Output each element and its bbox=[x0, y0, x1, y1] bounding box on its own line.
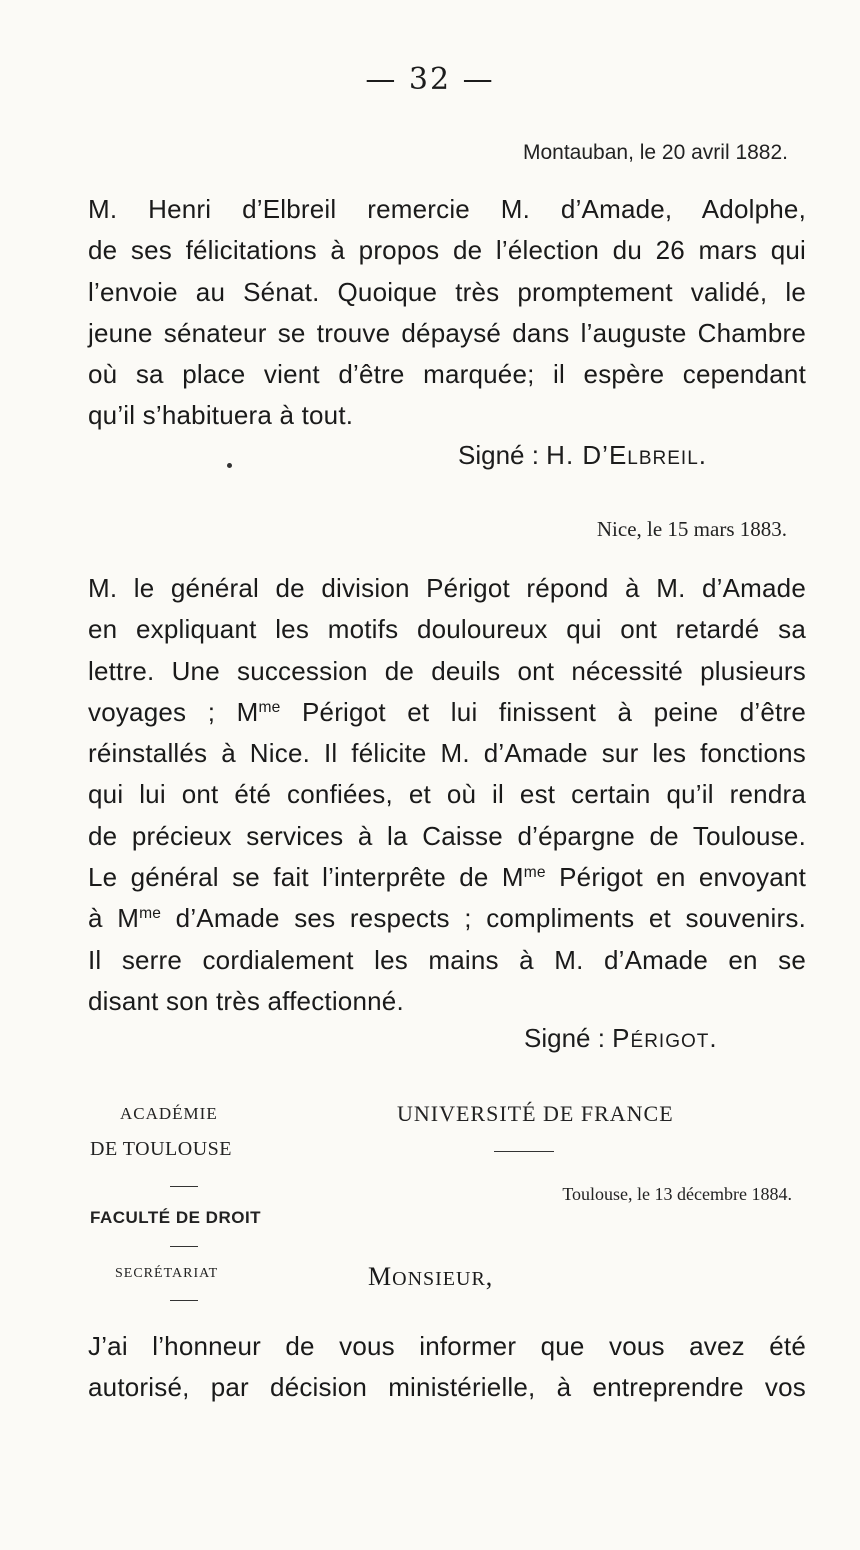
body-line: de ses félicitations à propos de l’élection du 26 mars qui bbox=[88, 235, 806, 266]
letter-1-dateline: Montauban, le 20 avril 1882. bbox=[522, 141, 788, 164]
body-line: réinstallés à Nice. Il félicite M. d’Amade sur les fonctions bbox=[88, 738, 806, 769]
body-line: J’ai l’honneur de vous informer que vous avez été bbox=[88, 1331, 806, 1361]
body-line: M. le général de division Périgot répond à M. d’Amade bbox=[88, 573, 806, 603]
body-line: à $M^{me}$ d’Amade ses respects ; compliments et souvenirs. bbox=[88, 903, 806, 934]
body-line: l’envoie au Sénat. Quoique très promptement validé, le bbox=[88, 276, 806, 307]
body-line: où sa place vient d’être marquée; il espère cependant bbox=[88, 359, 806, 390]
superscript-abbrev: me bbox=[139, 905, 162, 923]
signature-suffix: . bbox=[709, 1023, 717, 1053]
signature-name bbox=[546, 440, 699, 470]
signature-initial: H. D’E bbox=[546, 440, 628, 470]
body-line: Le général se fait l’interprête de $M^{me}$ Périgot en envoyant bbox=[88, 862, 806, 893]
faculte-label: FACULTÉ DE DROIT bbox=[90, 1208, 262, 1227]
body-line: qu’il s’habituera à tout. bbox=[88, 400, 354, 431]
toulouse-label: DE TOULOUSE bbox=[90, 1138, 232, 1160]
page-number: — 32 — bbox=[365, 62, 495, 97]
signature-initial: P bbox=[612, 1023, 631, 1053]
letter-3-body bbox=[88, 1326, 806, 1409]
signature-prefix: Signé : bbox=[524, 1023, 613, 1053]
signature-suffix: . bbox=[698, 440, 707, 470]
body-line: en expliquant les motifs douloureux qui ont retardé sa bbox=[88, 614, 806, 645]
body-line: jeune sénateur se trouve dépaysé dans l’auguste Chambre bbox=[88, 317, 806, 348]
academie-label: ACADÉMIE bbox=[120, 1104, 218, 1123]
body-line: qui lui ont été confiées, et où il est certain qu’il rendra bbox=[88, 779, 806, 810]
superscript-abbrev: me bbox=[258, 698, 281, 716]
body-line: Il serre cordialement les mains à M. d’Amade en se bbox=[88, 944, 806, 975]
print-speck bbox=[227, 463, 232, 468]
signature-small-caps: LBREIL bbox=[627, 448, 699, 469]
letter-3-dateline: Toulouse, le 13 décembre 1884. bbox=[562, 1184, 792, 1204]
superscript-abbrev: me bbox=[523, 864, 546, 882]
letter-2-signature bbox=[524, 1023, 717, 1054]
body-line: M. Henri d’Elbreil remercie M. d’Amade, Adolphe, bbox=[88, 194, 806, 224]
salutation-initial: M bbox=[368, 1262, 393, 1291]
letter-1-signature bbox=[458, 440, 706, 471]
body-line: disant son très affectionné. bbox=[88, 985, 404, 1016]
divider-rule bbox=[170, 1246, 198, 1247]
divider-rule bbox=[170, 1300, 198, 1301]
divider-rule bbox=[494, 1151, 554, 1152]
signature-small-caps: ÉRIGOT bbox=[630, 1031, 710, 1052]
salutation-small-caps: ONSIEUR bbox=[392, 1268, 486, 1290]
body-line: autorisé, par décision ministérielle, à entreprendre vos bbox=[88, 1372, 806, 1403]
body-line: voyages ; $M^{me}$ Périgot et lui finissent à peine d’être bbox=[88, 696, 806, 727]
salutation bbox=[368, 1262, 493, 1292]
signature-name bbox=[612, 1023, 709, 1053]
signature-prefix: Signé : bbox=[458, 440, 547, 470]
letter-2-dateline: Nice, le 15 mars 1883. bbox=[596, 517, 787, 541]
universite-heading: UNIVERSITÉ DE FRANCE bbox=[397, 1101, 674, 1126]
letter-2-body bbox=[88, 568, 806, 1022]
salutation-suffix: , bbox=[485, 1262, 494, 1291]
body-line: lettre. Une succession de deuils ont nécessité plusieurs bbox=[88, 655, 806, 686]
secretariat-label: SECRÉTARIAT bbox=[115, 1266, 219, 1281]
divider-rule bbox=[170, 1186, 198, 1187]
letter-1-body bbox=[88, 189, 806, 437]
body-line: de précieux services à la Caisse d’épargne de Toulouse. bbox=[88, 820, 806, 851]
